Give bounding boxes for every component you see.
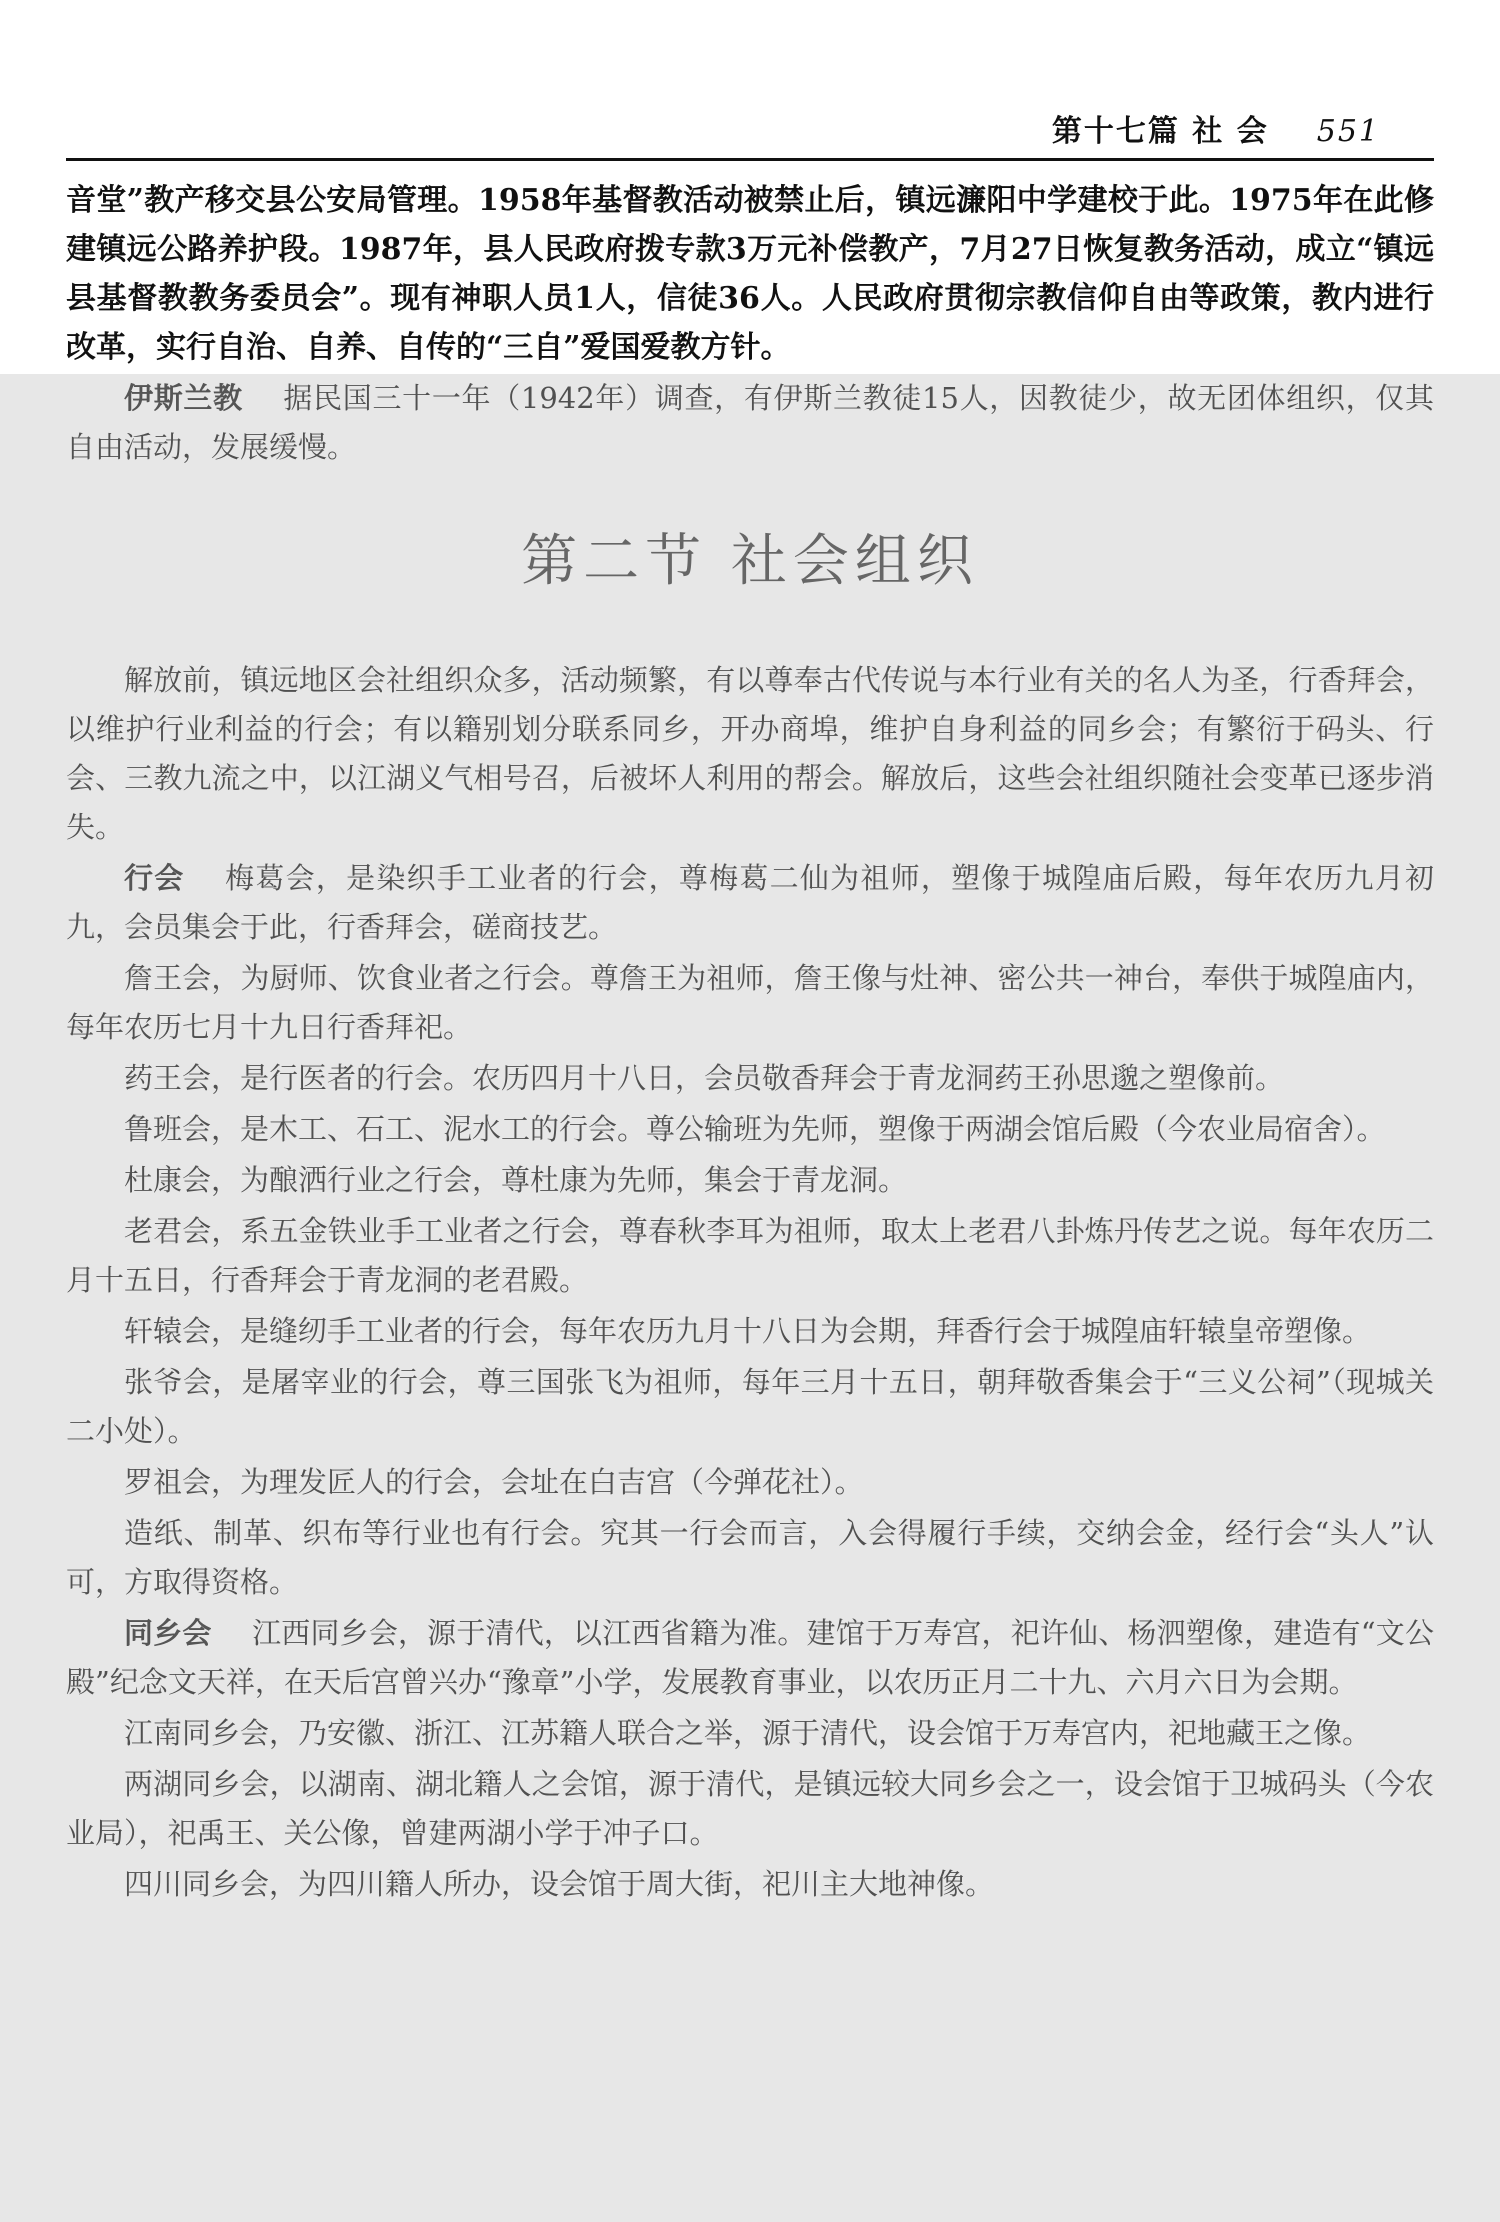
islam-paragraph — [66, 374, 1434, 472]
native-text: 江西同乡会，源于清代，以江西省籍为准。建馆于万寿宫，祀许仙、杨泗塑像，建造有“文公殿”纪念文天祥，在天后宫曾兴办“豫章”小学，发展教育事业，以农历正月二十九、六月六日为会期。 — [66, 1616, 1434, 1699]
guild-lead: 行会 — [124, 861, 185, 895]
guild-paragraph: 杜康会，为酿洒行业之行会，尊杜康为先师，集会于青龙洞。 — [124, 1163, 908, 1197]
guild-paragraph — [66, 854, 1434, 952]
native-lead: 同乡会 — [124, 1616, 212, 1650]
page-header — [66, 108, 1434, 161]
guild-paragraph: 造纸、制革、织布等行业也有行会。究其一行会而言，入会得履行手续，交纳会金，经行会“头人”认可，方取得资格。 — [66, 1516, 1434, 1599]
native-paragraph: 两湖同乡会，以湖南、湖北籍人之会馆，源于清代，是镇远较大同乡会之一，设会馆于卫城码头（今农业局），祀禹王、关公像，曾建两湖小学于冲子口。 — [66, 1767, 1434, 1850]
intro-paragraph: 解放前，镇远地区会社组织众多，活动频繁，有以尊奉古代传说与本行业有关的名人为圣，行香拜会，以维护行业利益的行会；有以籍别划分联系同乡，开办商埠，维护自身利益的同乡会；有繁衍于码头、行会、三教九流之中，以江湖义气相号召，后被坏人利用的帮会。解放后，这些会社组织随社会变革已逐步消失。 — [66, 663, 1434, 844]
guild-paragraph: 张爷会，是屠宰业的行会，尊三国张飞为祖师，每年三月十五日，朝拜敬香集会于“三义公祠”（现城关二小处）。 — [66, 1365, 1434, 1448]
islam-text: 据民国三十一年（1942年）调查，有伊斯兰教徒15人，因教徒少，故无团体组织，仅其自由活动，发展缓慢。 — [66, 381, 1434, 464]
guild-paragraph: 罗祖会，为理发匠人的行会，会址在白吉宫（今弹花社）。 — [124, 1465, 864, 1499]
guild-text: 梅葛会，是染织手工业者的行会，尊梅葛二仙为祖师，塑像于城隍庙后殿，每年农历九月初九，会员集会于此，行香拜会，磋商技艺。 — [66, 861, 1434, 944]
islam-lead: 伊斯兰教 — [124, 381, 243, 415]
header-title: 第十七篇 社 会 — [1051, 114, 1269, 149]
guild-paragraph: 轩辕会，是缝纫手工业者的行会，每年农历九月十八日为会期，拜香行会于城隍庙轩辕皇帝塑像。 — [124, 1314, 1372, 1348]
page-number: 551 — [1316, 114, 1380, 149]
native-paragraph — [66, 1609, 1434, 1707]
top-paragraph: 音堂”教产移交县公安局管理。1958年基督教活动被禁止后，镇远濂阳中学建校于此。1975年在此修建镇远公路养护段。1987年，县人民政府拨专款3万元补偿教产，7月27日恢复教务活动，成立“镇远县基督教教务委员会”。现有神职人员1人，信徒36人。人民政府贯彻宗教信仰自由等政策，教内进行改革，实行自治、自养、自传的“三自”爱国爱教方针。 — [66, 183, 1434, 365]
guild-paragraph: 鲁班会，是木工、石工、泥水工的行会。尊公输班为先师，塑像于两湖会馆后殿（今农业局宿舍）。 — [124, 1112, 1386, 1146]
header-text — [1052, 106, 1380, 150]
guild-paragraph: 老君会，系五金铁业手工业者之行会，尊春秋李耳为祖师，取太上老君八卦炼丹传艺之说。每年农历二月十五日，行香拜会于青龙洞的老君殿。 — [66, 1214, 1434, 1297]
body-text — [66, 374, 1434, 1911]
native-paragraph: 江南同乡会，乃安徽、浙江、江苏籍人联合之举，源于清代，设会馆于万寿宫内，祀地藏王之像。 — [124, 1716, 1372, 1750]
guild-paragraph: 药王会，是行医者的行会。农历四月十八日，会员敬香拜会于青龙洞药王孙思邈之塑像前。 — [124, 1061, 1285, 1095]
native-paragraph: 四川同乡会，为四川籍人所办，设会馆于周大街，祀川主大地神像。 — [124, 1867, 995, 1901]
guild-paragraph: 詹王会，为厨师、饮食业者之行会。尊詹王为祖师，詹王像与灶神、密公共一神台，奉供于城隍庙内，每年农历七月十九日行香拜祀。 — [66, 961, 1434, 1044]
section-title: 第二节 社会组织 — [521, 529, 979, 594]
